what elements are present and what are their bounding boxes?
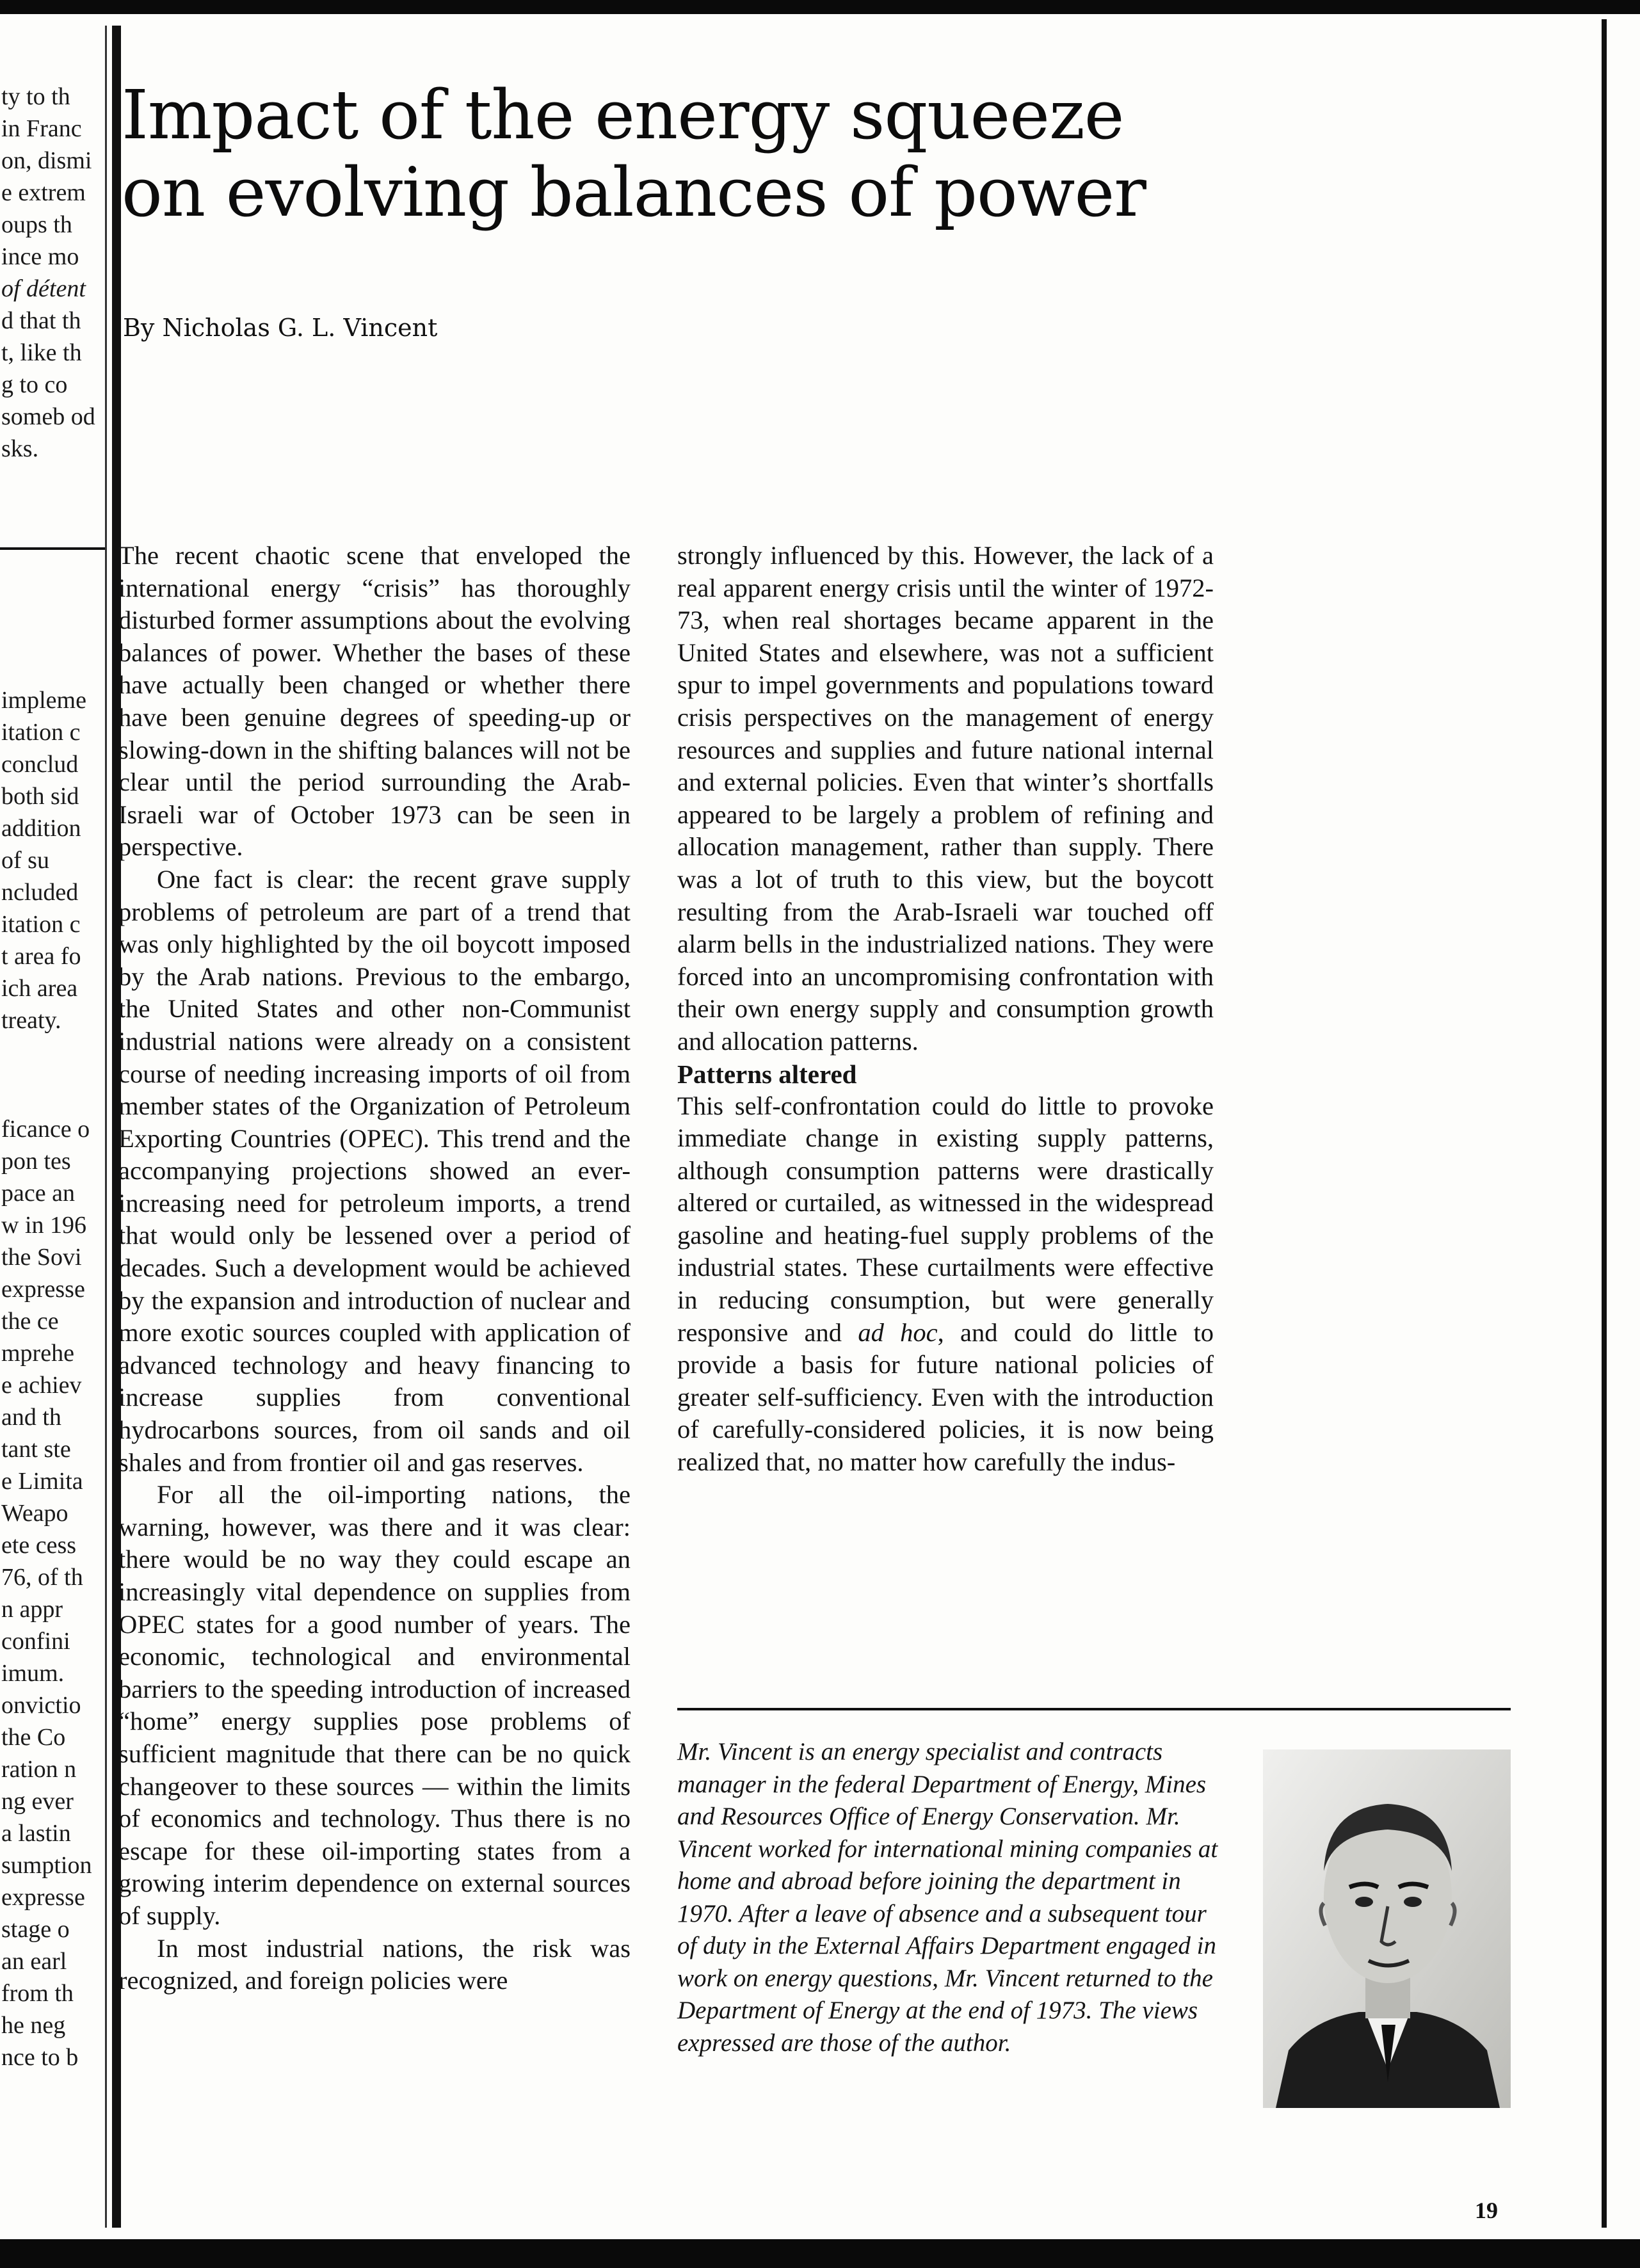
fragment-line: d that th <box>1 307 81 334</box>
fragment-line: ng ever <box>1 1788 74 1815</box>
fragment-line: itation c <box>1 719 81 746</box>
fragment-line: ich area <box>1 975 78 1002</box>
fragment-line: from th <box>1 1980 74 2007</box>
fragment-line: n appr <box>1 1596 63 1623</box>
fragment-line: stage o <box>1 1916 70 1943</box>
page-right-edge <box>1602 19 1607 2228</box>
fragment-line: confini <box>1 1628 70 1655</box>
fragment-line: of détent <box>1 275 86 302</box>
fragment-line: impleme <box>1 687 86 714</box>
fragment-line: ince mo <box>1 243 79 270</box>
fragment-line: on, dismi <box>1 147 92 174</box>
paragraph-text: , and could do little to provide a basis for future national policies of greater self-sufficiency. Even with the introduction of carefully-considered policies, it is now being realized that, no matter how carefully the indus- <box>677 1317 1214 1477</box>
subheading: Patterns altered <box>677 1059 857 1089</box>
fragment-line: an earl <box>1 1948 67 1975</box>
paragraph: One fact is clear: the recent grave supply problems of petroleum are part of a trend that was only highlighted by the oil boycott imposed by the Arab nations. Previous to the embargo, the United States and other non-Communist industrial nations were already on a consistent course of needing increasing imports of oil from member states of the Organization of Petroleum Exporting Countries (OPEC). This trend and the accompanying projections showed an ever-increasing need for petroleum imports, a trend that would only be lessened over a period of decades. Such a development would be achieved by the expansion and introduction of nuclear and more exotic sources coupled with application of advanced technology and heavy financing to increase supplies from conventional hydrocarbons sources, from oil sands and oil shales and from frontier oil and gas reserves. <box>118 864 631 1477</box>
fragment-line: w in 196 <box>1 1212 86 1239</box>
byline: By Nicholas G. L. Vincent <box>123 314 438 342</box>
paragraph <box>677 1090 1214 1479</box>
paragraph: The recent chaotic scene that enveloped the international energy “crisis” has thoroughly disturbed former assumptions about the evolving balances of power. Whether the bases of these have actually been changed or whether there have been genuine degrees of speeding-up or slowing-down in the shifting balances will not be clear until the period surrounding the Arab-Israeli war of October 1973 can be seen in perspective. <box>118 541 631 862</box>
fragment-line: ncluded <box>1 879 79 906</box>
title-line-1: Impact of the energy squeeze <box>122 76 1124 154</box>
fragment-line: the Sovi <box>1 1244 82 1271</box>
fragment-line: sks. <box>1 435 39 462</box>
bio-divider <box>677 1708 1511 1710</box>
article-column-1 <box>118 540 631 1997</box>
portrait-illustration <box>1263 1749 1511 2108</box>
title-line-2: on evolving balances of power <box>122 152 1146 232</box>
author-photo <box>1263 1749 1511 2108</box>
fragment-line: e extrem <box>1 179 86 206</box>
fragment-line: of su <box>1 847 49 874</box>
fragment-line: expresse <box>1 1884 85 1911</box>
fragment-line: t area fo <box>1 943 81 970</box>
paragraph: In most industrial nations, the risk was recognized, and foreign policies were <box>118 1933 631 1995</box>
fragment-line: expresse <box>1 1276 85 1303</box>
fragment-line: nce to b <box>1 2044 79 2071</box>
fragment-line: in Franc <box>1 115 82 142</box>
fragment-line: both sid <box>1 783 79 810</box>
fragment-line: a lastin <box>1 1820 71 1847</box>
fragment-line: ficance o <box>1 1116 90 1143</box>
fragment-line: pace an <box>1 1180 75 1207</box>
fragment-line: ty to th <box>1 83 70 110</box>
fragment-line: conclud <box>1 751 79 778</box>
fragment-line: pon tes <box>1 1148 71 1175</box>
fragment-line: 76, of th <box>1 1564 83 1591</box>
fragment-line: ete cess <box>1 1532 77 1559</box>
article-title <box>122 77 1210 232</box>
author-bio: Mr. Vincent is an energy specialist and contracts manager in the federal Department of Energy, Mines and Resources Office of Energy Conservation. Mr. Vincent worked for international mining companies at home and abroad before joining the department in 1970. After a leave of absence and a subsequent tour of duty in the External Affairs Department engaged in work on energy questions, Mr. Vincent returned to the Department of Energy at the end of 1973. The views expressed are those of the author. <box>677 1738 1218 2057</box>
paragraph: strongly influenced by this. However, the lack of a real apparent energy crisis until the winter of 1972-73, when real shortages became apparent in the United States and elsewhere, was not a sufficient spur to impel governments and populations toward crisis perspectives on the management of energy resources and supplies and future national internal and external policies. Even that winter’s shortfalls appeared to be largely a problem of refining and allocation management, rather than supply. There was a lot of truth to this view, but the boycott resulting from the Arab-Israeli war touched off alarm bells in the industrialized nations. They were forced into an uncompromising confrontation with their own energy supply and consumption growth and allocation patterns. <box>677 541 1214 1056</box>
fragment-line: g to co <box>1 371 68 398</box>
fragment-line: the Co <box>1 1724 66 1751</box>
fragment-line: ration n <box>1 1756 77 1783</box>
fragment-line: and th <box>1 1404 61 1431</box>
fragment-line: someb od <box>1 403 95 430</box>
fragment-line: mprehe <box>1 1340 74 1367</box>
paragraph-text: This self-confrontation could do little to provoke immediate change in existing supply patterns, although consumption patterns were drastically altered or curtailed, as witnessed in the widespread gasoline and heating-fuel supply problems of the industrial states. These curtailments were effective in reducing consumption, but were generally responsive and <box>677 1091 1214 1347</box>
fragment-line: onvictio <box>1 1692 81 1719</box>
article-column-2 <box>677 540 1214 1479</box>
fragment-line: treaty. <box>1 1007 61 1034</box>
gutter-shadow <box>105 26 107 2228</box>
fragment-line: t, like th <box>1 339 82 366</box>
scan-top-border <box>0 0 1640 14</box>
fragment-rule <box>0 547 105 550</box>
fragment-line: he neg <box>1 2012 66 2039</box>
fragment-line: e achiev <box>1 1372 82 1399</box>
fragment-line: oups th <box>1 211 72 238</box>
fragment-line: imum. <box>1 1660 65 1687</box>
fragment-line: e Limita <box>1 1468 83 1495</box>
facing-page-fragment <box>0 0 105 2228</box>
fragment-line: tant ste <box>1 1436 71 1463</box>
scan-bottom-border <box>0 2239 1640 2268</box>
paragraph-italic: ad hoc <box>858 1317 938 1347</box>
fragment-line: Weapo <box>1 1500 68 1527</box>
paragraph: For all the oil-importing nations, the warning, however, was there and it was clear: there would be no way they could escape an increasingly vital dependence on supplies from OPEC states for a good number of years. The economic, technological and environmental barriers to the speeding introduction of increased “home” energy supplies pose problems of sufficient magnitude that there can be no quick changeover to these sources — within the limits of economics and technology. Thus there is no escape for these oil-importing states from a growing interim dependence on external sources of supply. <box>118 1480 631 1930</box>
fragment-line: addition <box>1 815 81 842</box>
fragment-line: itation c <box>1 911 81 938</box>
fragment-line: sumption <box>1 1852 92 1879</box>
page-number: 19 <box>1475 2198 1498 2223</box>
fragment-line: the ce <box>1 1308 59 1335</box>
